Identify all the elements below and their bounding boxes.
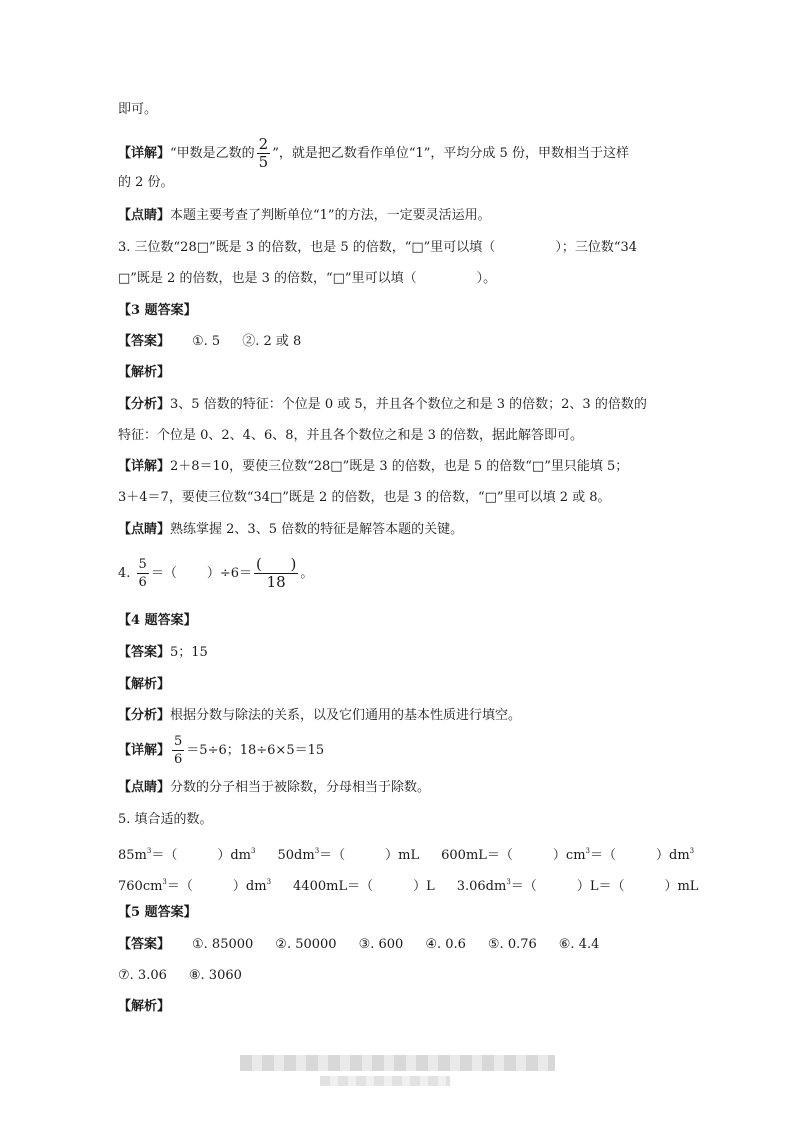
q4-eq: ＝（ — [150, 566, 177, 581]
q5-text: ＝（ — [590, 848, 617, 863]
q5-text: 4400mL＝（ — [293, 879, 374, 894]
fraction-numerator: 2 — [258, 135, 269, 153]
q3-text-c: □”既是 2 的倍数，也是 3 的倍数，“□”里可以填（ — [118, 271, 417, 286]
fraction-numerator: 5 — [174, 734, 183, 749]
point-tag: 【点睛】 — [118, 208, 171, 223]
q5-text: ）L — [413, 879, 435, 894]
q5-text: 760cm — [118, 879, 163, 894]
q5-answers-line-1 — [118, 936, 599, 954]
fraction-five-sixths — [137, 556, 149, 591]
superscript: 3 — [314, 847, 320, 855]
q4-mid: ）÷6＝ — [206, 566, 253, 581]
detail-text-post: ”，就是把乙数看作单位“1”，平均分成 5 份，甲数相当于这样 — [272, 146, 629, 161]
detail-tag: 【详解】 — [118, 459, 171, 474]
answer-2: ②. 2 或 8 — [242, 334, 302, 349]
q3-point — [118, 521, 463, 539]
text-line: 即可。 — [118, 102, 158, 117]
q5-text: ）L＝（ — [576, 879, 625, 894]
q5-text: ＝（ — [319, 848, 346, 863]
fraction-denominator: 5 — [258, 153, 269, 171]
superscript: 3 — [585, 847, 590, 855]
q5-analysis-title: 【解析】 — [118, 999, 171, 1014]
q4-point — [118, 779, 430, 797]
q4-detail — [118, 733, 324, 769]
question-3-line-1 — [118, 239, 637, 257]
blurred-footer-sub — [320, 1076, 450, 1086]
point-text: 熟练掌握 2、3、5 倍数的特征是解答本题的关键。 — [170, 522, 464, 537]
q5-text: 50dm — [277, 848, 315, 863]
answer-item: ②. 50000 — [275, 937, 337, 952]
detail-text-pre: “甲数是乙数的 — [170, 146, 255, 161]
point-paragraph — [118, 207, 491, 225]
superscript: 3 — [251, 847, 256, 855]
answer-tag: 【答案】 — [118, 937, 171, 952]
q5-text: 3.06dm — [456, 879, 507, 894]
answer-item: ①. 85000 — [192, 937, 254, 952]
q3-text-d: ）。 — [476, 271, 497, 286]
q5-text: 85m — [118, 848, 147, 863]
detail-text: ＝5÷6；18÷6×5＝15 — [186, 743, 325, 758]
superscript: 3 — [689, 847, 695, 855]
fenxi-text: 3、5 倍数的特征：个位是 0 或 5，并且各个数位之和是 3 的倍数；2、3 的倍数的 — [170, 397, 647, 412]
blurred-footer — [240, 1055, 555, 1071]
q5-text: ）mL — [385, 848, 420, 863]
fenxi-text: 根据分数与除法的关系，以及它们通用的基本性质进行填空。 — [170, 708, 522, 723]
fraction-denominator: 18 — [266, 573, 286, 591]
fraction-numerator: 5 — [138, 557, 147, 572]
q5-row-2 — [118, 873, 698, 896]
answer-item: ④. 0.6 — [425, 937, 466, 952]
fraction-blank-18 — [254, 556, 298, 591]
detail-tag: 【详解】 — [118, 743, 171, 758]
q5-text: 600mL＝（ — [441, 848, 513, 863]
q4-fenxi — [118, 707, 521, 725]
fraction-denominator: 6 — [174, 752, 183, 767]
fenxi-tag: 【分析】 — [118, 708, 171, 723]
q3-text-b: ）；三位数“34 — [555, 240, 638, 255]
detail-text: 2＋8＝10，要使三位数“28□”既是 3 的倍数，也是 5 的倍数“□”里只能填 5； — [170, 459, 629, 474]
q5-text: ）dm — [656, 848, 690, 863]
detail-tag: 【详解】 — [118, 146, 171, 161]
answer-item: ③. 600 — [358, 937, 404, 952]
q3-detail-1 — [118, 458, 628, 476]
answer-tag: 【答案】 — [118, 334, 171, 349]
q3-answer-title: 【3 题答案】 — [118, 303, 197, 318]
q3-fenxi-1 — [118, 396, 647, 414]
point-text: 本题主要考查了判断单位“1”的方法，一定要灵活运用。 — [170, 208, 491, 223]
superscript: 3 — [266, 878, 272, 886]
fraction-two-fifths — [257, 136, 271, 171]
q3-analysis-title: 【解析】 — [118, 365, 171, 380]
q4-analysis-title: 【解析】 — [118, 677, 171, 692]
q5-text: ）cm — [552, 848, 586, 863]
question-3-line-2 — [118, 270, 496, 288]
answer-item: ⑧. 3060 — [188, 968, 242, 983]
q5-text: ＝（ — [151, 848, 178, 863]
q5-text: ）mL — [664, 879, 699, 894]
answer-item: ⑤. 0.76 — [487, 937, 537, 952]
superscript: 3 — [162, 878, 167, 886]
question-4 — [118, 554, 313, 594]
answer-text: 5；15 — [170, 645, 208, 660]
question-5-title: 5. 填合适的数。 — [118, 812, 213, 827]
fraction-numerator: ( ) — [256, 555, 297, 573]
answer-1: ①. 5 — [192, 334, 221, 349]
q3-text-a: 3. 三位数“28□”既是 3 的倍数，也是 5 的倍数，“□”里可以填（ — [118, 240, 496, 255]
q5-answers-line-2 — [118, 967, 242, 985]
fraction-denominator: 6 — [138, 575, 147, 590]
q3-answer — [118, 333, 301, 351]
answer-tag: 【答案】 — [118, 645, 171, 660]
detail-paragraph — [118, 136, 629, 171]
q4-answer-title: 【4 题答案】 — [118, 613, 197, 628]
superscript: 3 — [506, 878, 511, 886]
point-tag: 【点睛】 — [118, 780, 171, 795]
q3-fenxi-2: 特征：个位是 0、2、4、6、8，并且各个数位之和是 3 的倍数，据此解答即可。 — [118, 428, 584, 443]
q5-text: ）dm — [232, 879, 267, 894]
point-tag: 【点睛】 — [118, 522, 171, 537]
superscript: 3 — [146, 847, 152, 855]
q5-row-1 — [118, 842, 694, 865]
q4-answer — [118, 644, 208, 662]
q4-end: 。 — [300, 566, 314, 581]
q5-text: ）dm — [217, 848, 252, 863]
fenxi-tag: 【分析】 — [118, 397, 171, 412]
answer-item: ⑦. 3.06 — [118, 968, 167, 983]
q5-text: ＝（ — [166, 879, 193, 894]
q3-detail-2: 3＋4＝7，要使三位数“34□”既是 2 的倍数，也是 3 的倍数，“□”里可以填 2 或 8。 — [118, 490, 611, 505]
fraction-five-sixths — [172, 733, 184, 768]
q5-text: ＝（ — [510, 879, 537, 894]
q4-number: 4. — [118, 566, 131, 581]
answer-item: ⑥. 4.4 — [558, 937, 600, 952]
q5-answer-title: 【5 题答案】 — [118, 905, 197, 920]
point-text: 分数的分子相当于被除数，分母相当于除数。 — [170, 780, 431, 795]
detail-continuation: 的 2 份。 — [118, 175, 174, 190]
